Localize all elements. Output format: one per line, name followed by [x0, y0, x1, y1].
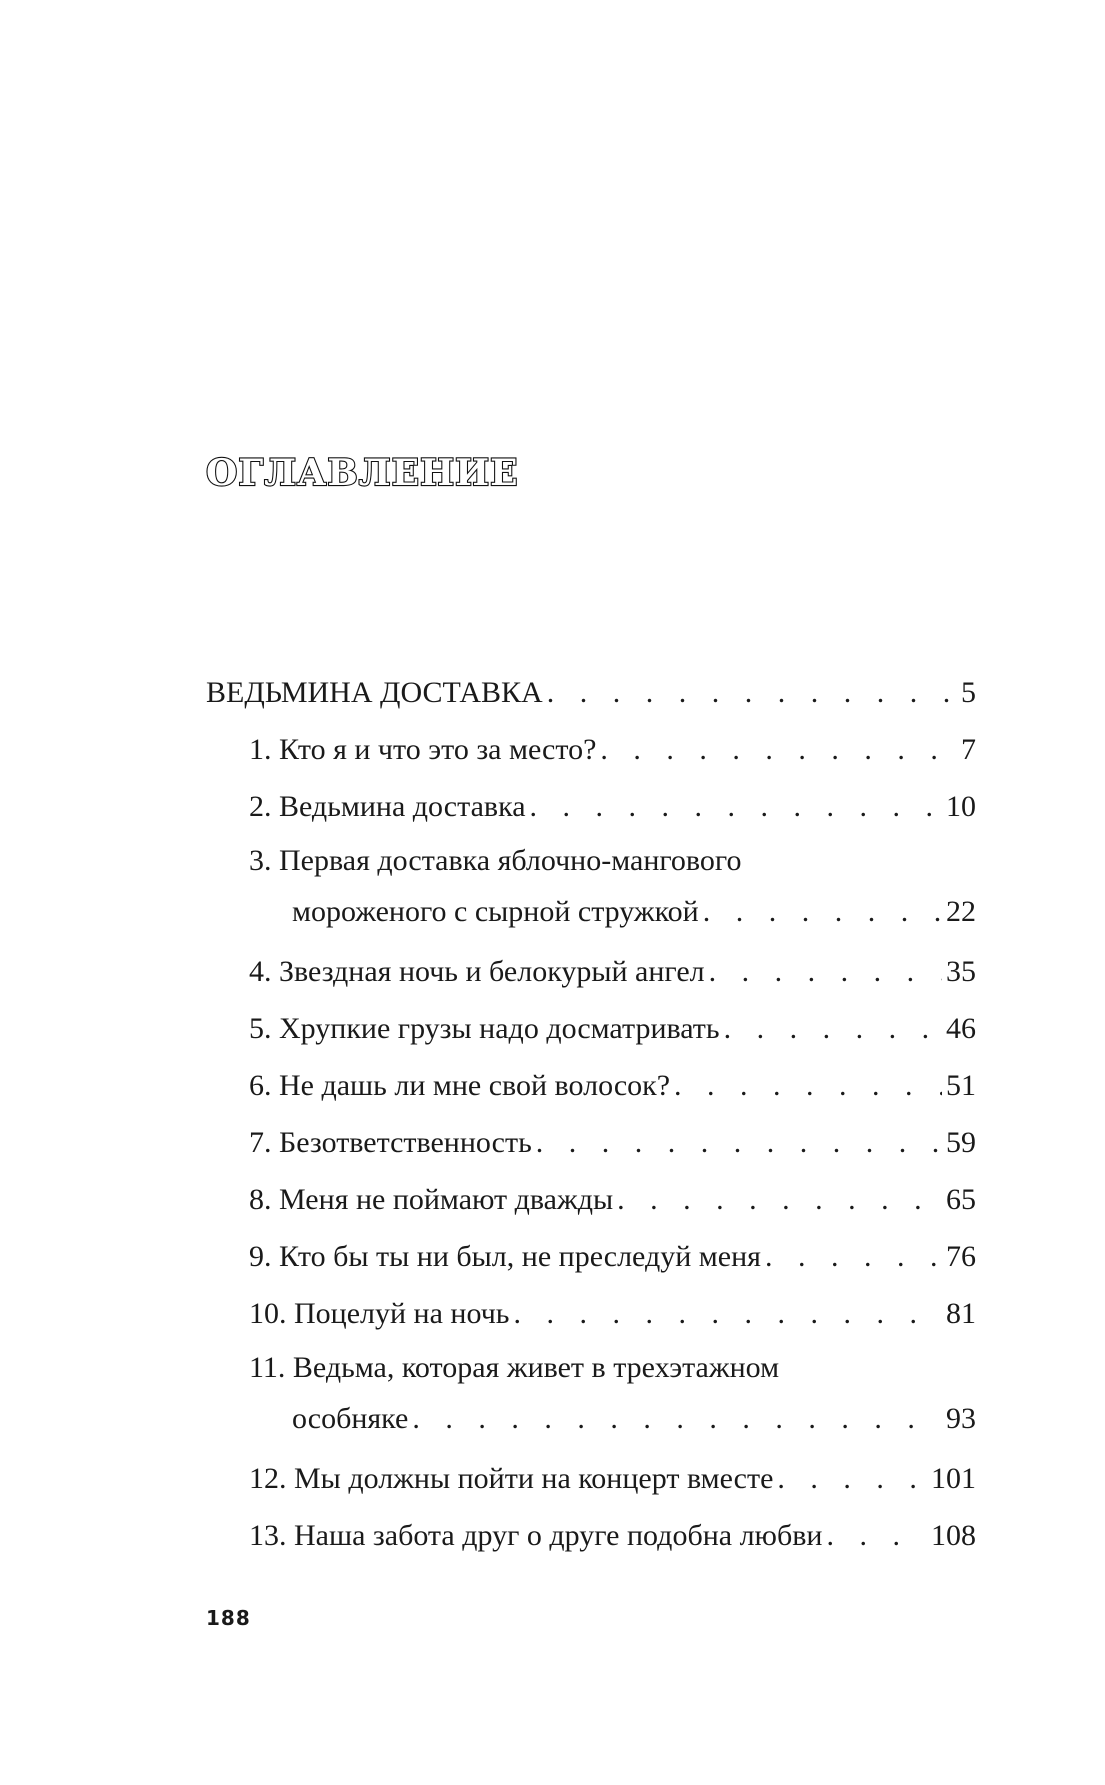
dot-leader	[703, 886, 942, 937]
toc-entry-title: 13. Наша забота друг о друге подобна любви	[249, 1519, 823, 1552]
toc-entry	[206, 721, 976, 778]
dot-leader	[547, 664, 957, 721]
toc-entry	[206, 1057, 976, 1114]
toc-entry-page: 101	[931, 1462, 976, 1495]
toc-entry-page: 59	[946, 1126, 976, 1159]
dot-leader	[513, 1285, 942, 1342]
toc-entry-title: 8. Меня не поймают дважды	[249, 1183, 614, 1216]
toc-entry	[206, 1285, 976, 1342]
dot-leader	[724, 1000, 942, 1057]
toc-entry-title: 1. Кто я и что это за место?	[249, 733, 597, 766]
toc-entry	[206, 778, 976, 835]
dot-leader	[826, 1507, 927, 1564]
toc-entry-page: 51	[946, 1069, 976, 1102]
toc-entry-page: 93	[946, 1402, 976, 1435]
dot-leader	[674, 1057, 942, 1114]
toc-entry-title: 3. Первая доставка яблочно-мангового	[249, 844, 742, 877]
dot-leader	[765, 1228, 942, 1285]
toc-entry-continuation	[206, 1393, 976, 1444]
toc-entry-title: 4. Звездная ночь и белокурый ангел	[249, 955, 705, 988]
toc-entry	[206, 1450, 976, 1507]
page-number: 188	[206, 1606, 251, 1630]
toc-entry-title: 9. Кто бы ты ни был, не преследуй меня	[249, 1240, 761, 1273]
toc-entry	[206, 1000, 976, 1057]
toc-entry-page: 5	[961, 676, 976, 709]
toc-entry	[206, 1507, 976, 1564]
toc-entry	[206, 1228, 976, 1285]
toc-entry-title: 5. Хрупкие грузы надо досматривать	[249, 1012, 720, 1045]
toc-entry-page: 65	[946, 1183, 976, 1216]
dot-leader	[777, 1450, 927, 1507]
toc-entry-title: ВЕДЬМИНА ДОСТАВКА	[206, 676, 543, 709]
toc-entry-title: 7. Безответственность	[249, 1126, 532, 1159]
toc-entry	[206, 1114, 976, 1171]
toc-entry-continuation	[206, 886, 976, 937]
toc-entry-title: 11. Ведьма, которая живет в трехэтажном	[249, 1351, 780, 1384]
toc-entry-first-line	[206, 835, 976, 886]
toc-entry-title: 10. Поцелуй на ночь	[249, 1297, 510, 1330]
dot-leader	[536, 1114, 942, 1171]
toc-entry-title: 2. Ведьмина доставка	[249, 790, 526, 823]
toc-entry-page: 46	[946, 1012, 976, 1045]
dot-leader	[412, 1393, 942, 1444]
dot-leader	[617, 1171, 942, 1228]
page-title: ОГЛАВЛЕНИЕ	[206, 452, 519, 494]
toc-entry-page: 10	[946, 790, 976, 823]
dot-leader	[600, 721, 957, 778]
toc-entry-page: 108	[931, 1519, 976, 1552]
toc-entry-title: 6. Не дашь ли мне свой волосок?	[249, 1069, 671, 1102]
toc-entry-page: 22	[946, 895, 976, 928]
toc-entry-title-continued: особняке	[292, 1402, 409, 1435]
toc-entry	[206, 1171, 976, 1228]
table-of-contents	[206, 664, 976, 1564]
toc-part-entry	[206, 664, 976, 721]
toc-entry-page: 7	[961, 733, 976, 766]
toc-entry-title: 12. Мы должны пойти на концерт вместе	[249, 1462, 774, 1495]
dot-leader	[709, 943, 942, 1000]
dot-leader	[530, 778, 942, 835]
toc-entry-title-continued: мороженого с сырной стружкой	[292, 895, 699, 928]
toc-entry	[206, 943, 976, 1000]
toc-entry-page: 35	[946, 955, 976, 988]
toc-entry-first-line	[206, 1342, 976, 1393]
toc-entry-page: 76	[946, 1240, 976, 1273]
toc-entry-page: 81	[946, 1297, 976, 1330]
